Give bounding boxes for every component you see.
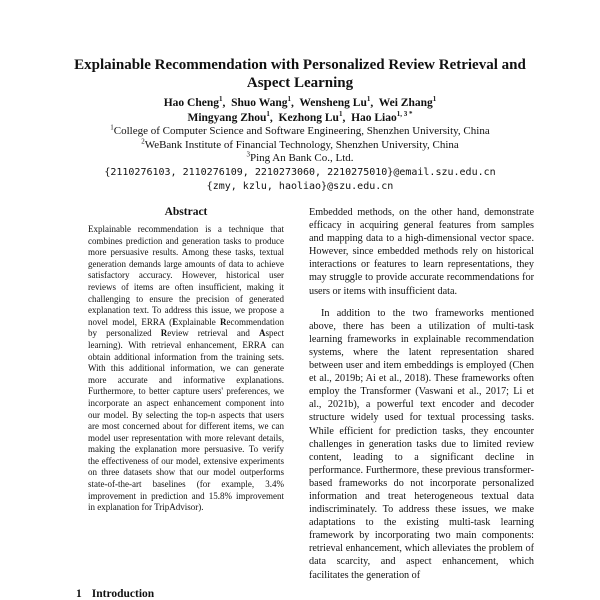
- author-affil-mark: 1: [338, 110, 343, 119]
- author-separator: ,: [342, 112, 346, 124]
- author-affil-mark: 1: [266, 110, 270, 119]
- author-name: Wensheng Lu: [299, 97, 367, 109]
- author-name: Mingyang Zhou: [187, 112, 267, 124]
- section-heading-introduction: [76, 588, 154, 600]
- paper-title: Explainable Recommendation with Personalized Review Retrieval and Aspect Learning: [74, 57, 526, 91]
- section-title: Introduction: [91, 588, 155, 600]
- body-paragraph: In addition to the two frameworks mentioned above, there has been a utilization of multi-task learning frameworks in explainable recommendation systems, where the latent representation shared between user and item embeddings is employed (Chen et al., 2019b; Ai et al., 2018). These frameworks often employ the Transformer (Vaswani et al., 2017; Li et al., 2021b), a powerful text encoder and decoder structure widely used for textual processing tasks. While efficient for prediction tasks, they encounter challenges in generation tasks due to limited review content, leading to a significant decline in performance. Furthermore, these previous transformer-based frameworks do not incorporate personalized information and treat heterogeneous textual data indiscriminately. To address these issues, we make adaptations to the existing multi-task learning framework by incorporating two main components: retrieval enhancement, which alleviates the problem of data scarcity, and aspect enhancement, which facilitates the generation of: [309, 307, 534, 581]
- affiliation-text: Ping An Bank Co., Ltd.: [249, 152, 354, 164]
- author-name: Hao Cheng: [163, 97, 219, 109]
- acronym-letter: E: [172, 316, 179, 327]
- email-line: {2110276103, 2110276109, 2210273060, 2210275010}@email.szu.edu.cn: [104, 167, 496, 178]
- abstract-text: eview retrieval and: [167, 328, 259, 339]
- author-line-2: [60, 111, 540, 126]
- author-affil-mark: 1: [218, 95, 223, 104]
- abstract-heading: Abstract: [164, 206, 208, 218]
- abstract-body: [88, 224, 284, 514]
- acronym-letter: R: [220, 316, 227, 327]
- affiliation-text: College of Computer Science and Software Engineering, Shenzhen University, China: [113, 125, 490, 137]
- author-line-1: [60, 96, 540, 111]
- abstract-text: spect learning). With retrieval enhancement, ERRA can obtain additional information from the training sets. With this additional information, we can generate more accurate and informative explanations. Furthermore, to better capture users' preferences, we incorporate an aspect enhancement component into our model. By selecting the top-n aspects that users are most concerned about for different items, we can model user representation with more relevant details, making the explanation more persuasive. To verify the effectiveness of our model, extensive experiments on three datasets show that our model outperforms state-of-the-art baselines (for example, 3.4% improvement in prediction and 15.8% improvement in explanation for TripAdvisor).: [88, 328, 284, 513]
- author-separator: ,: [290, 97, 294, 109]
- section-number: 1: [76, 588, 82, 600]
- affiliation: [40, 125, 560, 139]
- affiliation-mark: 3: [246, 150, 250, 159]
- affiliation-list: [40, 125, 560, 166]
- affiliation: [40, 152, 560, 166]
- acronym-letter: A: [259, 328, 266, 339]
- author-separator: ,: [370, 97, 374, 109]
- affiliation-mark: 1: [110, 123, 114, 132]
- affiliation: [40, 136, 560, 153]
- author-affil-mark: 1: [432, 95, 437, 104]
- abstract-text: xplainable: [178, 316, 221, 327]
- abstract-text: Explainable recommendation is a technique that combines prediction and generation tasks to produce more persuasive results. Among these tasks, textual generation demands large amounts of data to achieve satisfactory accuracy. However, historical user reviews of items are often insufficient, making it challenging to ensure the precision of generated explanation text. To address this issue, we propose a novel model, ERRA (: [88, 224, 284, 327]
- affiliation-mark: 2: [141, 136, 145, 145]
- author-list: [60, 96, 540, 126]
- affiliation-text: WeBank Institute of Financial Technology, Shenzhen University, China: [144, 138, 459, 151]
- author-separator: ,: [222, 97, 226, 109]
- abstract-text: ecommendation by personalized: [88, 316, 284, 339]
- author-separator: ,: [269, 112, 273, 124]
- author-name: Shuo Wang: [231, 97, 288, 109]
- author-name: Wei Zhang: [378, 97, 433, 109]
- author-name: Kezhong Lu: [278, 112, 339, 124]
- author-affil-mark: 1: [366, 95, 371, 104]
- right-column: [309, 206, 534, 591]
- email-line: {zmy, kzlu, haoliao}@szu.edu.cn: [206, 181, 394, 192]
- body-paragraph: Embedded methods, on the other hand, demonstrate efficacy in acquiring general features from samples and mapping data to a high-dimensional vector space. However, since embedded methods rely on historical interactions or features to learn representations, they may struggle to provide accurate recommendations for users or items with insufficient data.: [309, 207, 534, 297]
- acronym-letter: R: [160, 328, 168, 339]
- author-name: Hao Liao: [351, 112, 397, 124]
- author-affil-mark: 1, 3 *: [396, 110, 413, 119]
- author-emails: [40, 166, 560, 194]
- author-affil-mark: 1: [287, 95, 291, 104]
